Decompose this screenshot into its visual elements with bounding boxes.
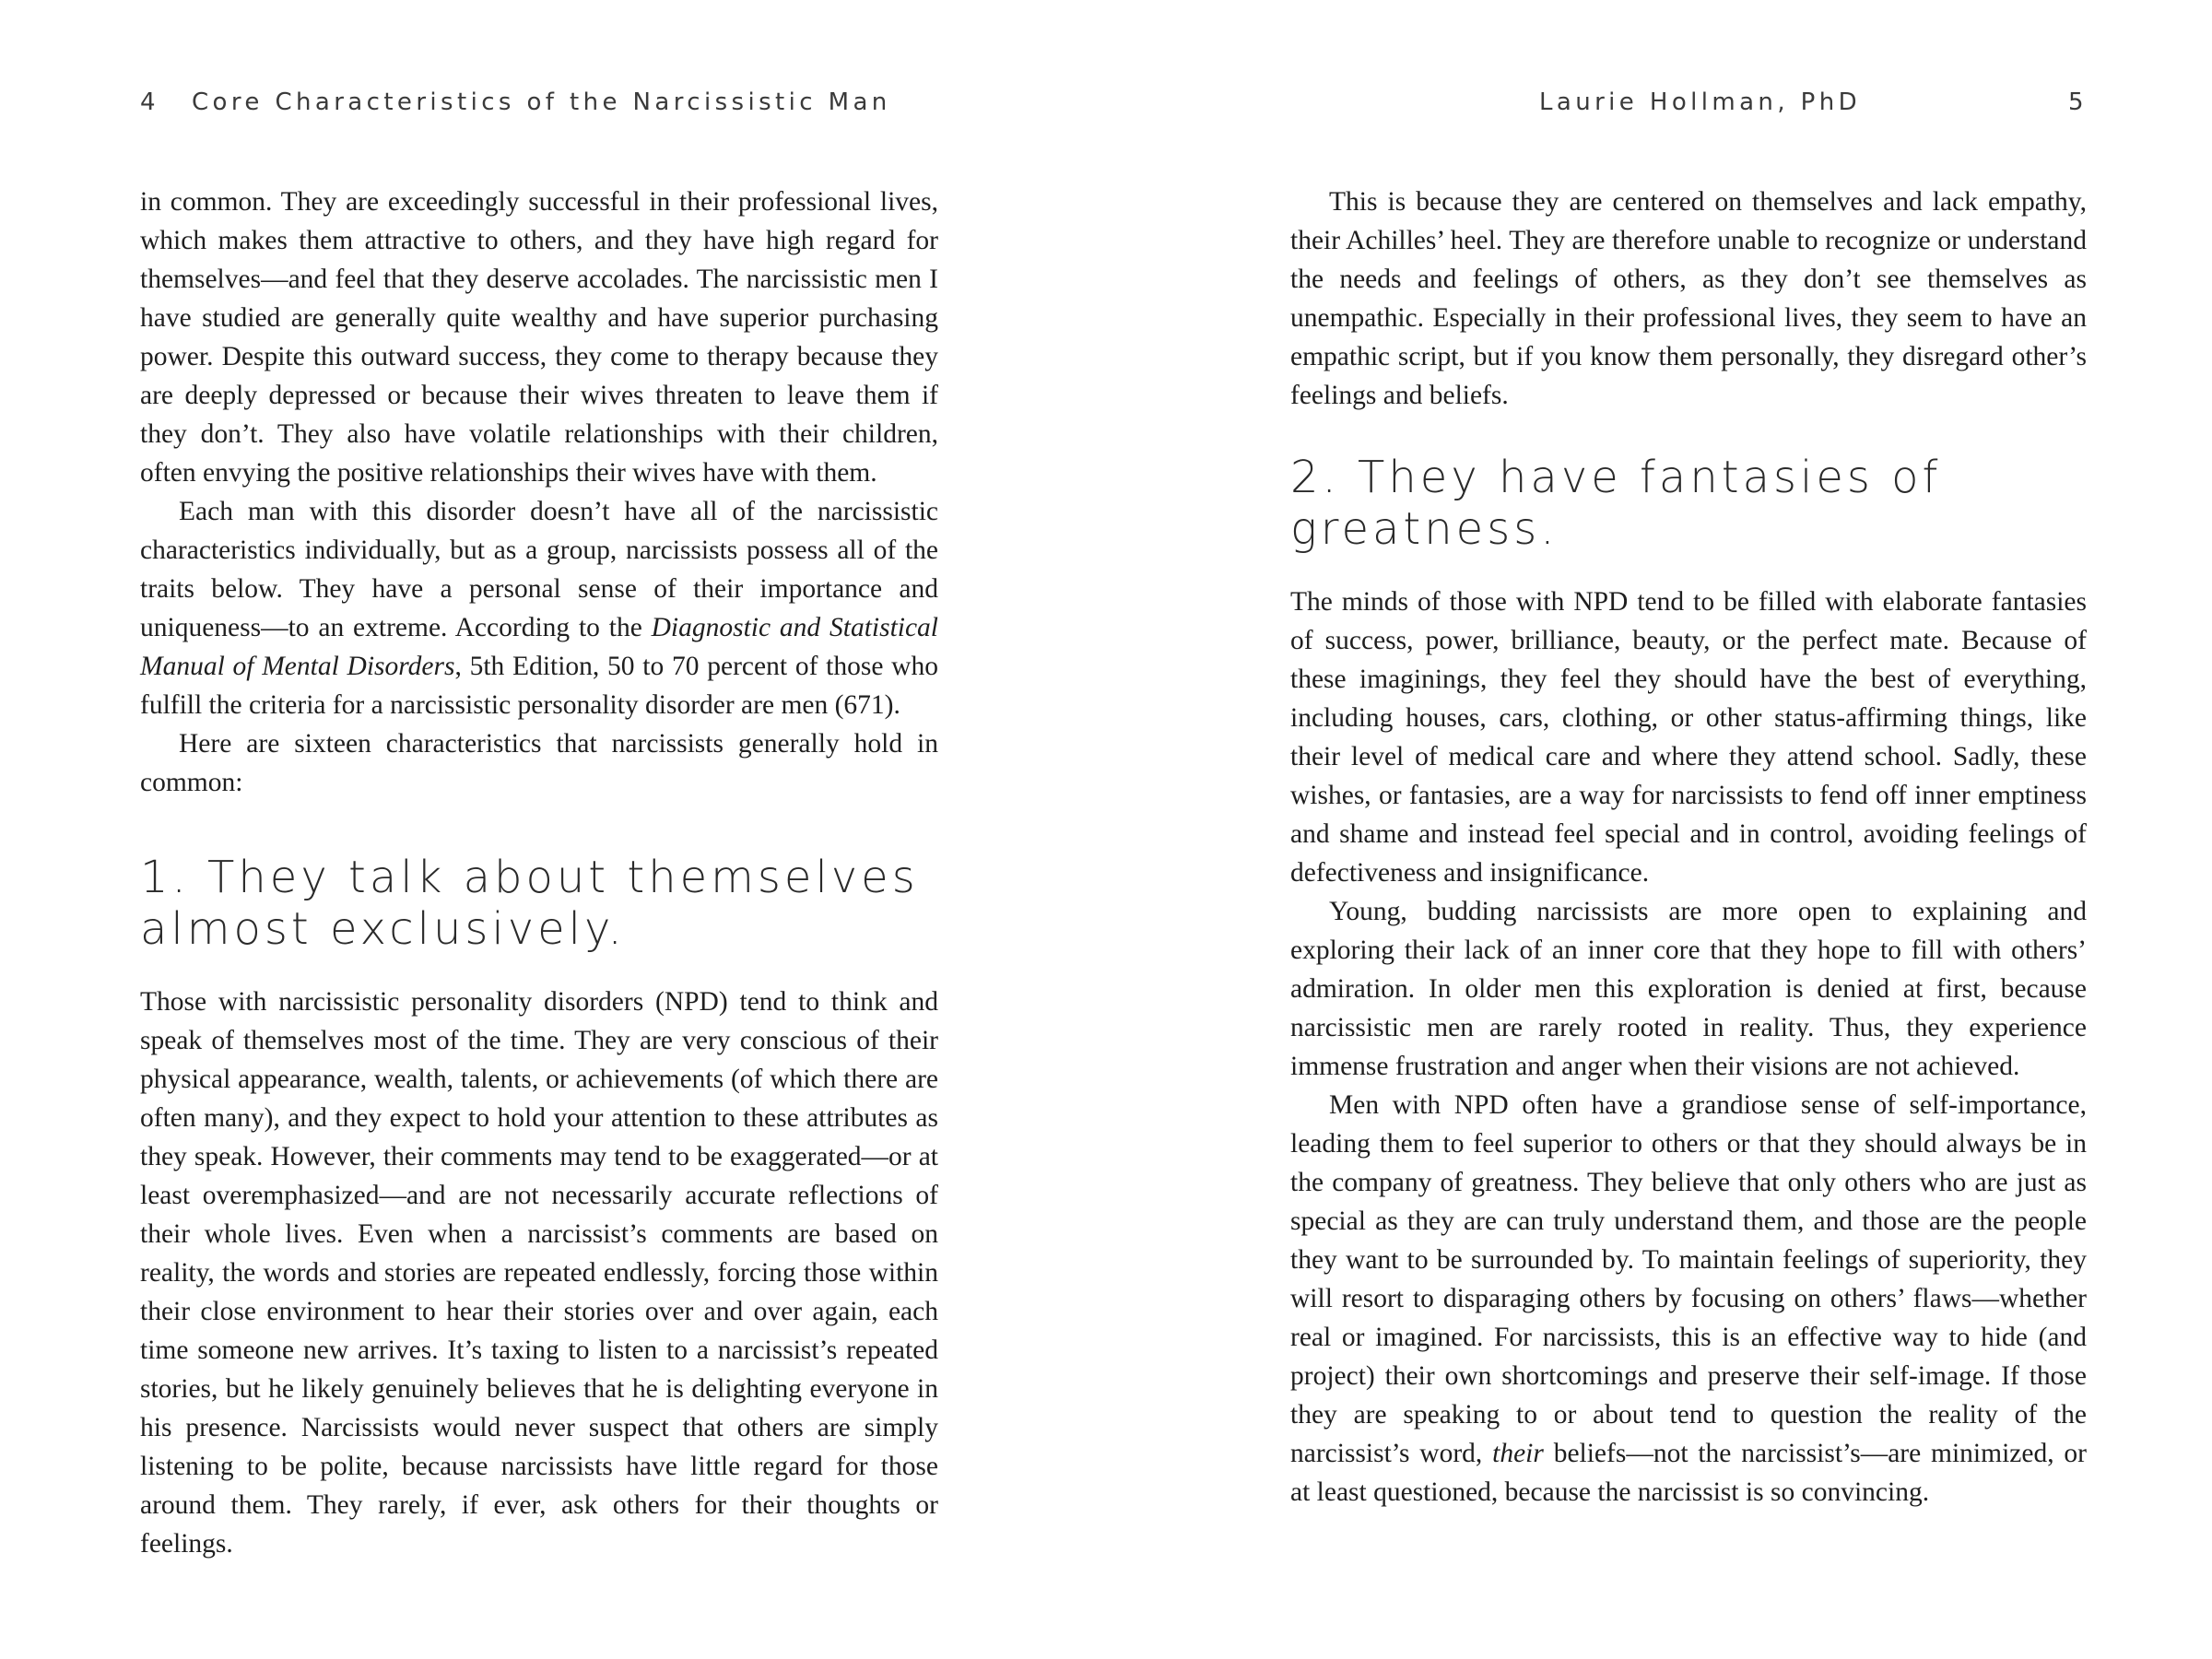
running-head-book-title: Core Characteristics of the Narcissistic Man bbox=[192, 88, 891, 116]
paragraph-continued: in common. They are exceedingly successful in their professional lives, which makes them attractive to others, and they have high regard for themselves—and feel that they deserve accolades. The narcissistic men I have studied are generally quite wealthy and have superior purchasing power. Despite this outward success, they come to therapy because they are deeply depressed or because their wives threaten to leave them if they don’t. They also have volatile relationships with their children, often envying the positive relationships their wives have with them. bbox=[140, 187, 938, 488]
page-number-right: 5 bbox=[2068, 88, 2084, 116]
dsm-title-italic: Diagnostic and Statistical Manual of Mental Disorders bbox=[140, 613, 939, 681]
paragraph-grandiose-text-a: Men with NPD often have a grandiose sense of self-importance, leading them to feel superior to others or that they should always be in the company of greatness. They believe that only others who are just as special as they are can truly understand them, and those are the people they want to be surrounded by. To maintain feelings of superiority, they will resort to disparaging others by focusing on others’ flaws—whether real or imagined. For narcissists, this is an effective way to hide (and project) their own shortcomings and preserve their self-image. If those they are speaking to or about tend to question the reality of the narcissist’s word, bbox=[1290, 1090, 2087, 1468]
paragraph-dsm bbox=[140, 492, 938, 724]
left-text-column bbox=[140, 182, 938, 1563]
paragraph-sixteen-characteristics: Here are sixteen characteristics that narcissists generally hold in common: bbox=[140, 729, 938, 797]
their-italic: their bbox=[1492, 1439, 1544, 1468]
page-number-left: 4 bbox=[140, 88, 156, 116]
paragraph-achilles-heel: This is because they are centered on themselves and lack empathy, their Achilles’ heel. They are therefore unable to recognize or understand the needs and feelings of others, as they don’t see themselves as unempathic. Especially in their professional lives, they seem to have an empathic script, but if you know them personally, they disregard other’s feelings and beliefs. bbox=[1290, 187, 2087, 410]
right-page bbox=[1106, 0, 2212, 1659]
right-text-column bbox=[1290, 182, 2087, 1512]
paragraph-fantasies: The minds of those with NPD tend to be filled with elaborate fantasies of success, power, brilliance, beauty, or the perfect mate. Because of these imaginings, they feel they should have the best of everything, including houses, cars, clothing, or other status-affirming things, like their level of medical care and where they attend school. Sadly, these wishes, or fantasies, are a way for narcissists to fend off inner emptiness and shame and instead feel special and in control, avoiding feelings of defectiveness and insignificance. bbox=[1290, 587, 2087, 888]
paragraph-dsm-text-b: , 5th Edition, 50 to 70 percent of those who fulfill the criteria for a narcissistic personality disorder are men (671). bbox=[140, 652, 938, 720]
paragraph-grandiose-text-b: beliefs—not the narcissist’s—are minimized, or at least questioned, because the narcissist is so convincing. bbox=[1290, 1439, 2087, 1507]
paragraph-dsm-text-a: Each man with this disorder doesn’t have all of the narcissistic characteristics individually, but as a group, narcissists possess all of the traits below. They have a personal sense of their importance and uniqueness—to an extreme. According to the bbox=[140, 497, 938, 642]
section-heading-2: 2. They have fantasies of greatness. bbox=[1290, 452, 1942, 555]
running-head-author: Laurie Hollman, PhD bbox=[1539, 88, 1862, 116]
section-heading-1: 1. They talk about themselves almost exclusively. bbox=[140, 852, 919, 955]
paragraph-young-narcissists: Young, budding narcissists are more open to explaining and exploring their lack of an inner core that they hope to fill with others’ admiration. In older men this exploration is denied at first, because narcissistic men are rarely rooted in reality. Thus, they experience immense frustration and anger when their visions are not achieved. bbox=[1290, 897, 2087, 1081]
paragraph-talk-about-themselves: Those with narcissistic personality disorders (NPD) tend to think and speak of themselves most of the time. They are very conscious of their physical appearance, wealth, talents, or achievements (of which there are often many), and they expect to hold your attention to these attributes as they speak. However, their comments may tend to be exaggerated—or at least overemphasized—and are not necessarily accurate reflections of their whole lives. Even when a narcissist’s comments are based on reality, the words and stories are repeated endlessly, forcing those within their close environment to hear their stories over and over again, each time someone new arrives. It’s taxing to listen to a narcissist’s repeated stories, but he likely genuinely believes that he is delighting everyone in his presence. Narcissists would never suspect that others are simply listening to be polite, because narcissists have little regard for those around them. They rarely, if ever, ask others for their thoughts or feelings. bbox=[140, 987, 938, 1559]
paragraph-grandiose bbox=[1290, 1086, 2087, 1512]
